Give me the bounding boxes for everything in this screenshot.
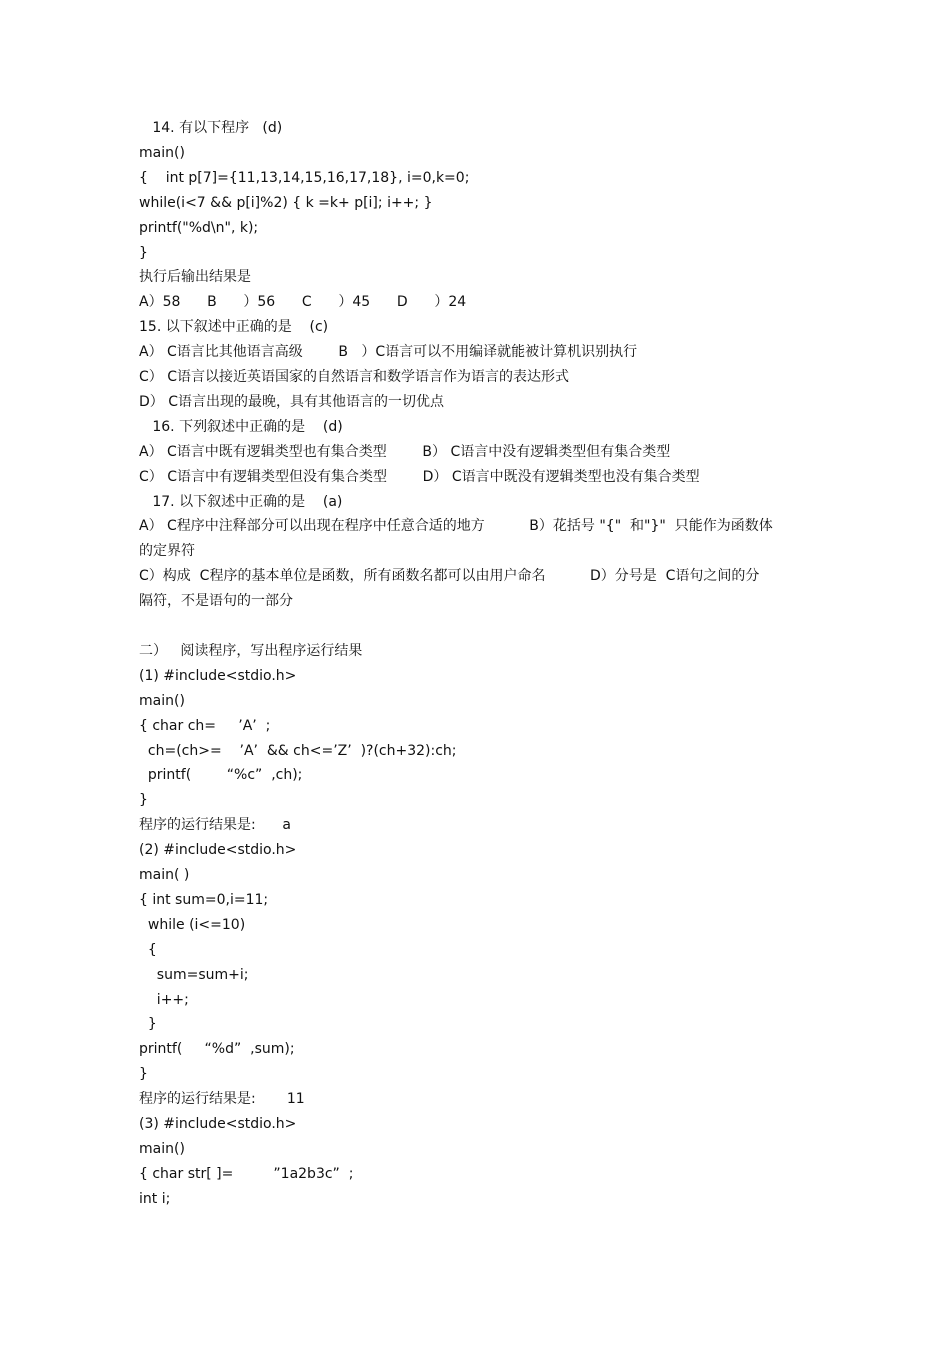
- text-line: int i;: [139, 1190, 171, 1207]
- text-line: A）58 B ）56 C ）45 D ）24: [139, 294, 467, 311]
- text-line: C）构成 C程序的基本单位是函数，所有函数名都可以由用户命名 D）分号是 C语句之间的分: [139, 568, 760, 585]
- text-line: 的定界符: [139, 543, 195, 560]
- text-line: 程序的运行结果是: 11: [139, 1091, 305, 1108]
- text-line: A） C程序中注释部分可以出现在程序中任意合适的地方 B）花括号 "{" 和"}" 只能作为函数体: [139, 518, 773, 535]
- text-line: (2) #include<stdio.h>: [139, 842, 297, 859]
- text-line: 程序的运行结果是: a: [139, 817, 291, 834]
- text-line: 14. 有以下程序 (d): [139, 120, 283, 136]
- text-line: { char ch= ’A’ ;: [139, 717, 271, 734]
- text-line: printf("%d\n", k);: [139, 219, 259, 236]
- text-line: i++;: [139, 991, 189, 1008]
- text-line: printf( “%d” ,sum);: [139, 1041, 295, 1058]
- text-line: 隔符，不是语句的一部分: [139, 593, 293, 610]
- text-line: main(): [139, 692, 185, 709]
- text-line: { int sum=0,i=11;: [139, 891, 269, 908]
- text-line: A） C语言比其他语言高级 B ）C语言可以不用编译就能被计算机识别执行: [139, 344, 638, 361]
- text-line: }: [139, 1016, 157, 1033]
- text-line: 17. 以下叙述中正确的是 (a): [139, 493, 343, 510]
- text-line: A） C语言中既有逻辑类型也有集合类型 B） C语言中没有逻辑类型但有集合类型: [139, 443, 671, 460]
- text-line: }: [139, 244, 148, 261]
- text-line: sum=sum+i;: [139, 966, 249, 983]
- text-line: main( ): [139, 867, 190, 883]
- text-line: 执行后输出结果是: [139, 269, 251, 286]
- text-line: 二） 阅读程序，写出程序运行结果: [139, 642, 363, 659]
- text-line: (3) #include<stdio.h>: [139, 1116, 297, 1132]
- text-line: D） C语言出现的最晚，具有其他语言的一切优点: [139, 393, 445, 410]
- text-line: ch=(ch>= ’A’ && ch<=’Z’ )?(ch+32):ch;: [139, 742, 457, 759]
- text-line: { char str[ ]= ”1a2b3c” ;: [139, 1165, 354, 1182]
- text-line: printf( “%c” ,ch);: [139, 767, 303, 784]
- text-line: 16. 下列叙述中正确的是 (d): [139, 418, 343, 435]
- text-line: C） C语言以接近英语国家的自然语言和数学语言作为语言的表达形式: [139, 369, 569, 385]
- text-line: }: [139, 1066, 148, 1083]
- text-line: while(i<7 && p[i]%2) { k =k+ p[i]; i++; }: [139, 194, 433, 211]
- text-line: main(): [139, 1140, 185, 1157]
- text-line: C） C语言中有逻辑类型但没有集合类型 D） C语言中既没有逻辑类型也没有集合类型: [139, 468, 700, 485]
- text-line: 15. 以下叙述中正确的是 (c): [139, 319, 329, 336]
- text-line: {: [139, 941, 157, 958]
- text-line: main(): [139, 144, 185, 161]
- text-line: { int p[7]={11,13,14,15,16,17,18}, i=0,k=0;: [139, 169, 470, 186]
- text-line: while (i<=10): [139, 916, 246, 933]
- text-line: (1) #include<stdio.h>: [139, 667, 297, 684]
- text-line: }: [139, 792, 148, 809]
